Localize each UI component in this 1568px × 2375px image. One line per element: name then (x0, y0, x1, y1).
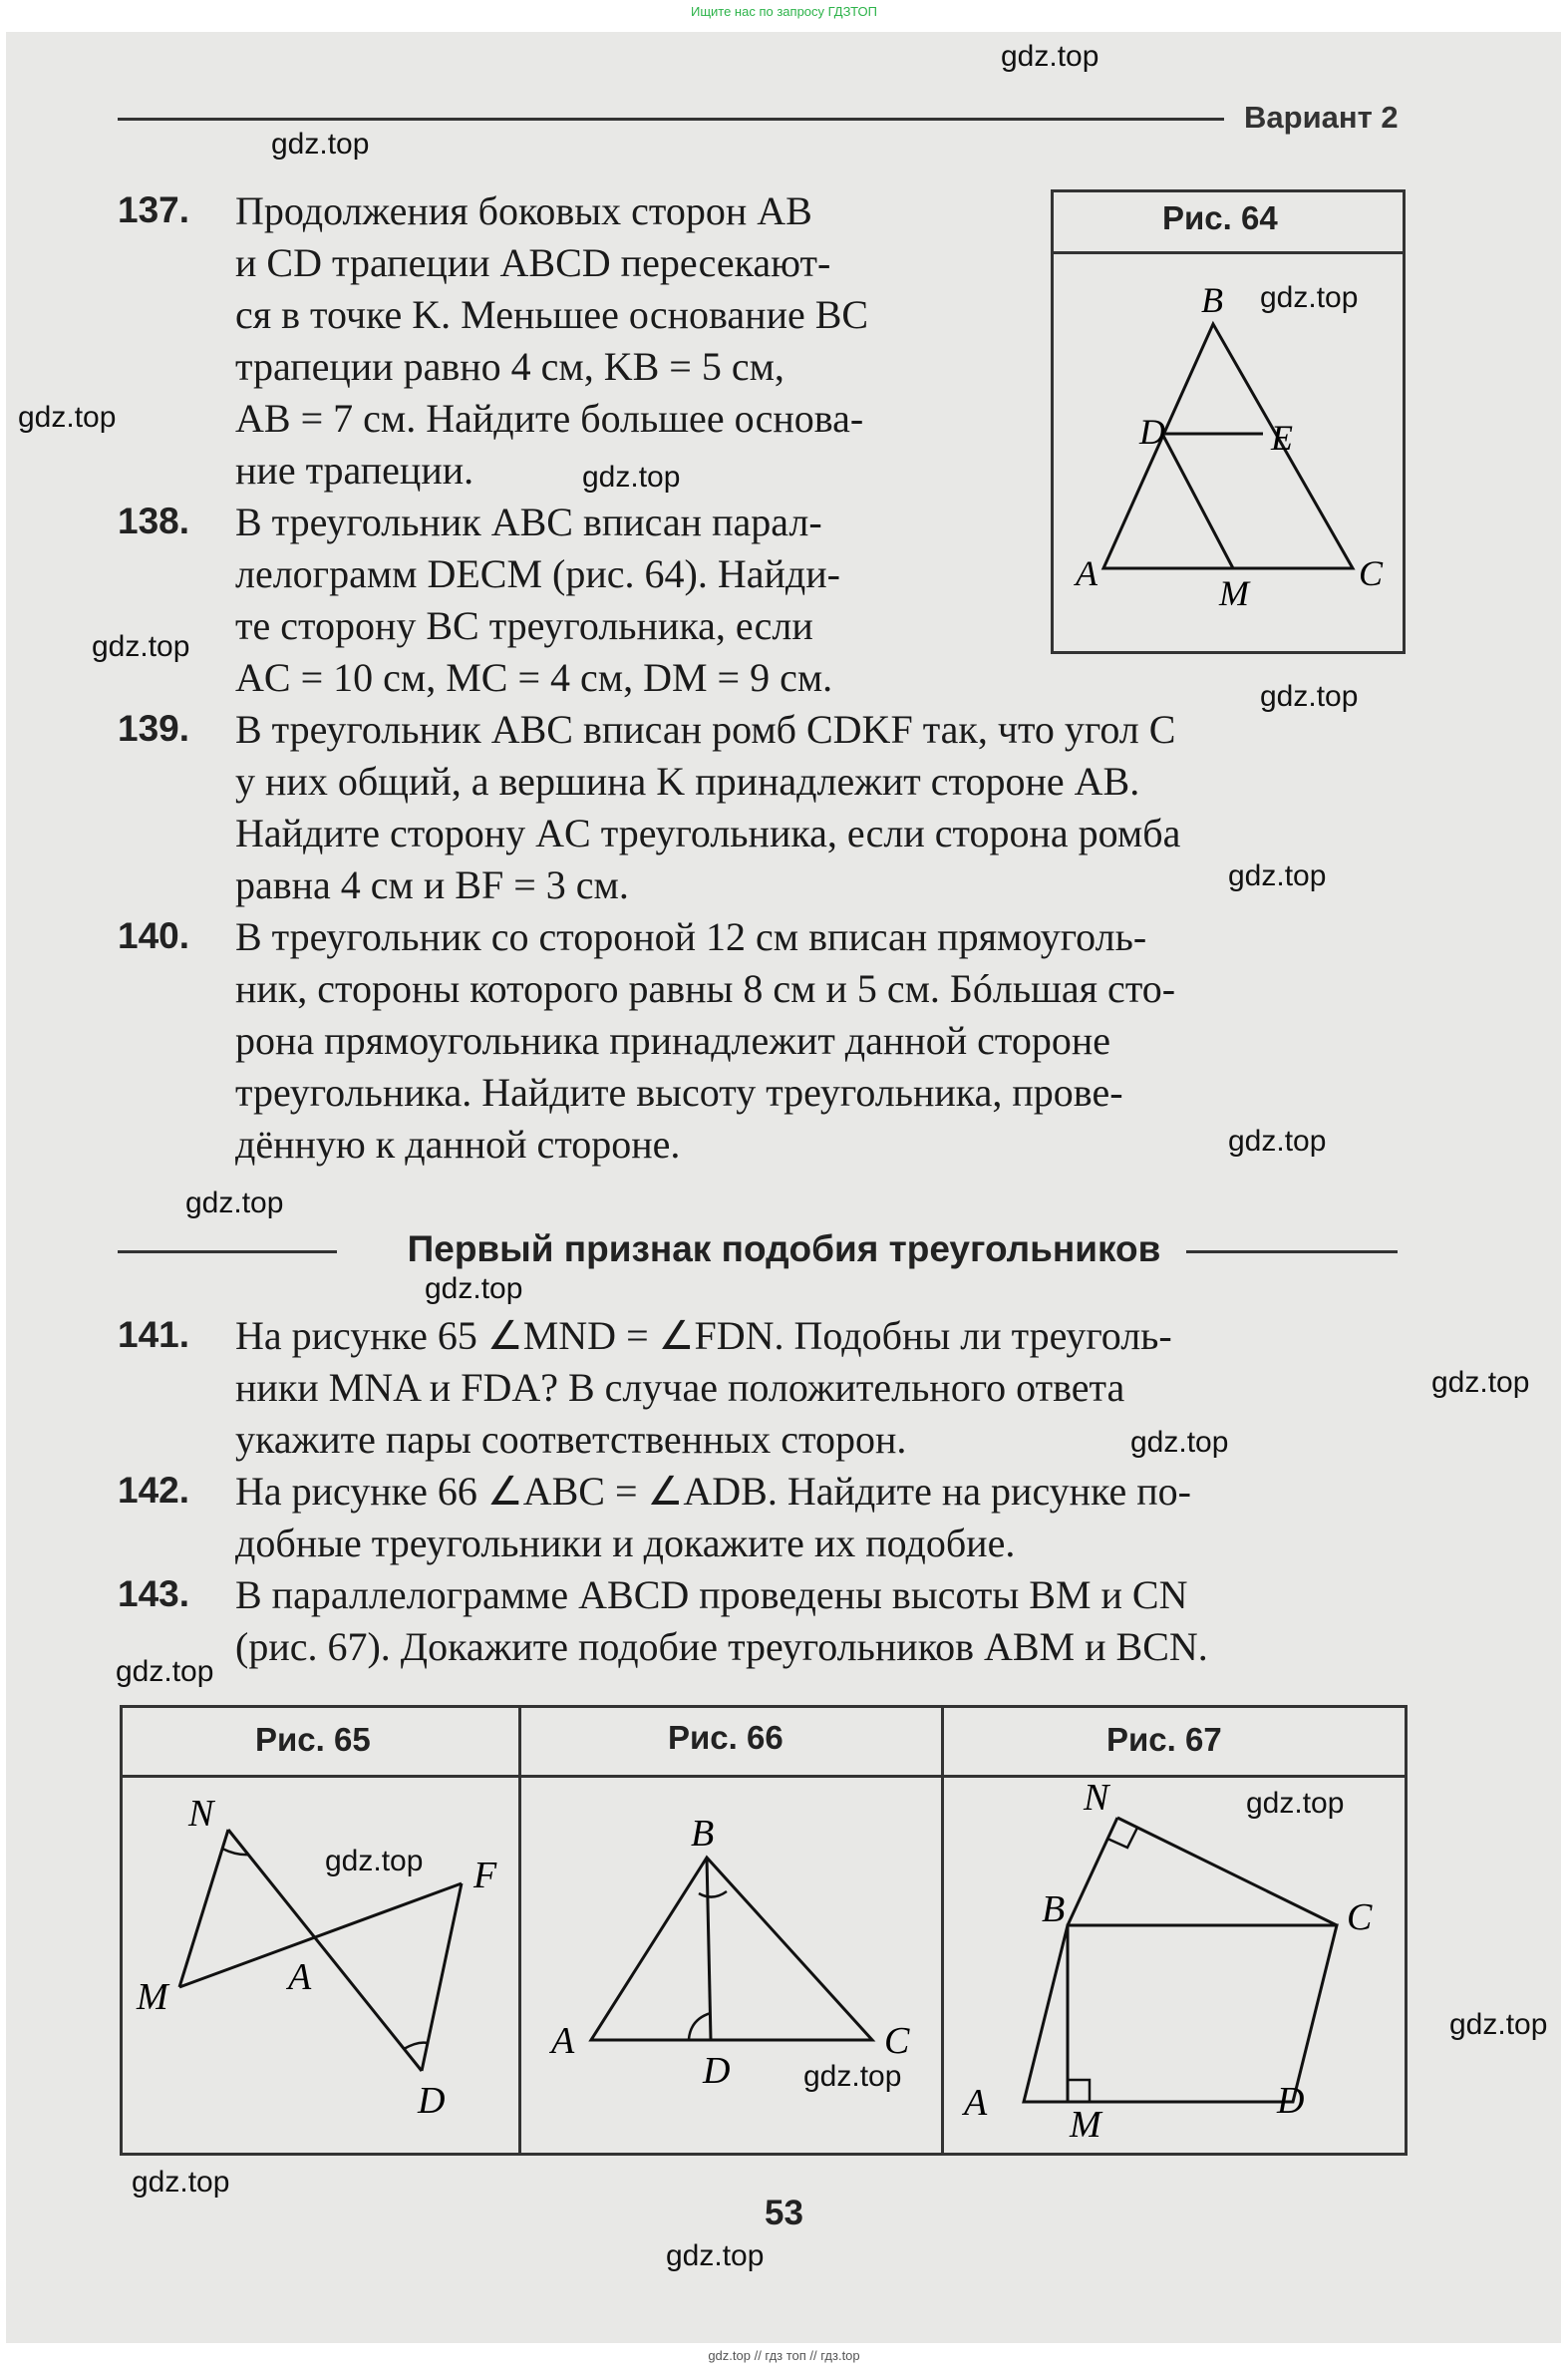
height-cn (1117, 1818, 1337, 1925)
header-rule (118, 118, 1224, 121)
text-line: На рисунке 65 ∠MND = ∠FDN. Подобны ли треуголь- (235, 1313, 1172, 1358)
variant-label: Вариант 2 (1244, 100, 1399, 135)
watermark: gdz.top (325, 1845, 424, 1877)
watermark: gdz.top (1431, 1366, 1530, 1399)
problem-number-138: 138. (118, 501, 190, 541)
text-line: ние трапеции. (235, 448, 474, 493)
text-line: Продолжения боковых сторон AB (235, 188, 812, 233)
text-line: равна 4 см и BF = 3 см. (235, 862, 629, 907)
watermark: gdz.top (1449, 2008, 1548, 2041)
text-line: укажите пары соответственных сторон. (235, 1417, 907, 1462)
segment-mf (179, 1883, 462, 1987)
text-line: добные треугольники и докажите их подобие. (235, 1521, 1016, 1565)
label-c: C (1347, 1896, 1373, 1938)
problem-number-142: 142. (118, 1470, 190, 1511)
watermark: gdz.top (132, 2166, 230, 2199)
label-e: E (1271, 418, 1293, 458)
problem-138-text (235, 497, 840, 704)
label-n: N (1084, 1778, 1109, 1819)
watermark: gdz.top (582, 461, 681, 494)
triangle-abc (591, 1858, 872, 2040)
problem-143-text (235, 1569, 1208, 1673)
label-a: A (288, 1956, 312, 1998)
page-number: 53 (765, 2194, 803, 2232)
text-line: те сторону BC треугольника, если (235, 603, 813, 648)
text-line: В треугольник ABC вписан парал- (235, 500, 822, 544)
segment-dm (1162, 434, 1233, 568)
problem-number-137: 137. (118, 189, 190, 230)
problem-139-text (235, 704, 1180, 911)
label-c: C (1359, 553, 1384, 593)
figure-66-caption: Рис. 66 (668, 1719, 784, 1756)
text-line: трапеции равно 4 см, KB = 5 см, (235, 344, 784, 389)
problem-137-text (235, 185, 868, 497)
footer-links[interactable]: gdz.top // гдз топ // гдз.top (708, 2348, 860, 2363)
watermark: gdz.top (271, 128, 370, 161)
text-line: В треугольник ABC вписан ромб CDKF так, что угол C (235, 707, 1176, 752)
segment-nm (179, 1830, 228, 1987)
label-d: D (1139, 412, 1165, 452)
text-line: у них общий, а вершина K принадлежит стороне AB. (235, 759, 1140, 804)
problem-number-140: 140. (118, 915, 190, 956)
figure-65-caption: Рис. 65 (255, 1721, 371, 1758)
label-a: A (964, 2082, 988, 2124)
text-line: В треугольник со стороной 12 см вписан прямоуголь- (235, 914, 1147, 959)
watermark: gdz.top (666, 2239, 765, 2272)
text-line: дённую к данной стороне. (235, 1122, 681, 1167)
label-b: B (691, 1813, 715, 1855)
text-line: (рис. 67). Докажите подобие треугольников ABM и BCN. (235, 1624, 1208, 1669)
top-banner[interactable]: Ищите нас по запросу ГДЗТОП (690, 4, 877, 19)
watermark: gdz.top (1260, 281, 1359, 314)
problem-number-141: 141. (118, 1314, 190, 1355)
watermark: gdz.top (1260, 680, 1359, 713)
text-line: ник, стороны которого равны 8 см и 5 см. Бóльшая сто- (235, 966, 1176, 1011)
label-m: M (1070, 2104, 1101, 2146)
label-f: F (473, 1855, 497, 1896)
watermark: gdz.top (185, 1187, 284, 1219)
angle-b-arc (699, 1891, 727, 1897)
text-line: ся в точке K. Меньшее основание BC (235, 292, 869, 337)
label-m: M (1219, 573, 1249, 613)
text-line: рона прямоугольника принадлежит данной стороне (235, 1018, 1110, 1063)
text-line: Найдите сторону AC треугольника, если сторона ромба (235, 811, 1181, 855)
figure-67-diagram (944, 1778, 1402, 2150)
problem-140-text (235, 911, 1175, 1171)
watermark: gdz.top (1001, 40, 1099, 73)
text-line: На рисунке 66 ∠ABC = ∠ADB. Найдите на рисунке по- (235, 1469, 1192, 1514)
figure-67-caption: Рис. 67 (1106, 1721, 1222, 1758)
label-c: C (884, 2020, 910, 2062)
watermark: gdz.top (1130, 1426, 1229, 1459)
problem-number-139: 139. (118, 708, 190, 749)
label-d: D (1277, 2080, 1305, 2122)
problem-142-text (235, 1466, 1191, 1569)
watermark: gdz.top (92, 630, 190, 663)
angle-d-arc (404, 2043, 428, 2049)
watermark: gdz.top (18, 401, 117, 434)
angle-d-arc (689, 2013, 711, 2039)
watermark: gdz.top (116, 1655, 214, 1688)
text-line: лелограмм DECM (рис. 64). Найди- (235, 551, 840, 596)
figure-66-diagram (521, 1778, 941, 2150)
extension-ab (1068, 1818, 1117, 1925)
label-b: B (1042, 1888, 1066, 1930)
label-n: N (188, 1793, 214, 1835)
text-line: В параллелограмме ABCD проведены высоты BM и CN (235, 1572, 1188, 1617)
text-line: AC = 10 см, MC = 4 см, DM = 9 см. (235, 655, 833, 700)
label-a: A (551, 2020, 575, 2062)
watermark: gdz.top (1228, 1125, 1327, 1158)
label-d: D (418, 2080, 446, 2122)
problem-number-143: 143. (118, 1573, 190, 1614)
problem-141-text (235, 1310, 1172, 1466)
text-line: треугольника. Найдите высоту треугольника, прове- (235, 1070, 1123, 1115)
parallelogram-abcd (1024, 1925, 1337, 2102)
watermark: gdz.top (1228, 859, 1327, 892)
figure-65-diagram (123, 1778, 518, 2150)
watermark: gdz.top (425, 1272, 523, 1305)
watermark: gdz.top (803, 2060, 902, 2093)
figure-64-caption: Рис. 64 (1162, 199, 1278, 236)
text-line: ники MNA и FDA? В случае положительного ответа (235, 1365, 1125, 1410)
label-m: M (137, 1976, 168, 2018)
right-angle-m (1068, 2080, 1090, 2102)
label-d: D (703, 2050, 731, 2092)
text-line: AB = 7 см. Найдите большее основа- (235, 396, 864, 441)
text-line: и CD трапеции ABCD пересекают- (235, 240, 831, 285)
section-title: Первый признак подобия треугольников (407, 1228, 1161, 1269)
label-b: B (1201, 280, 1223, 320)
label-a: A (1076, 553, 1098, 593)
watermark: gdz.top (1246, 1787, 1345, 1820)
